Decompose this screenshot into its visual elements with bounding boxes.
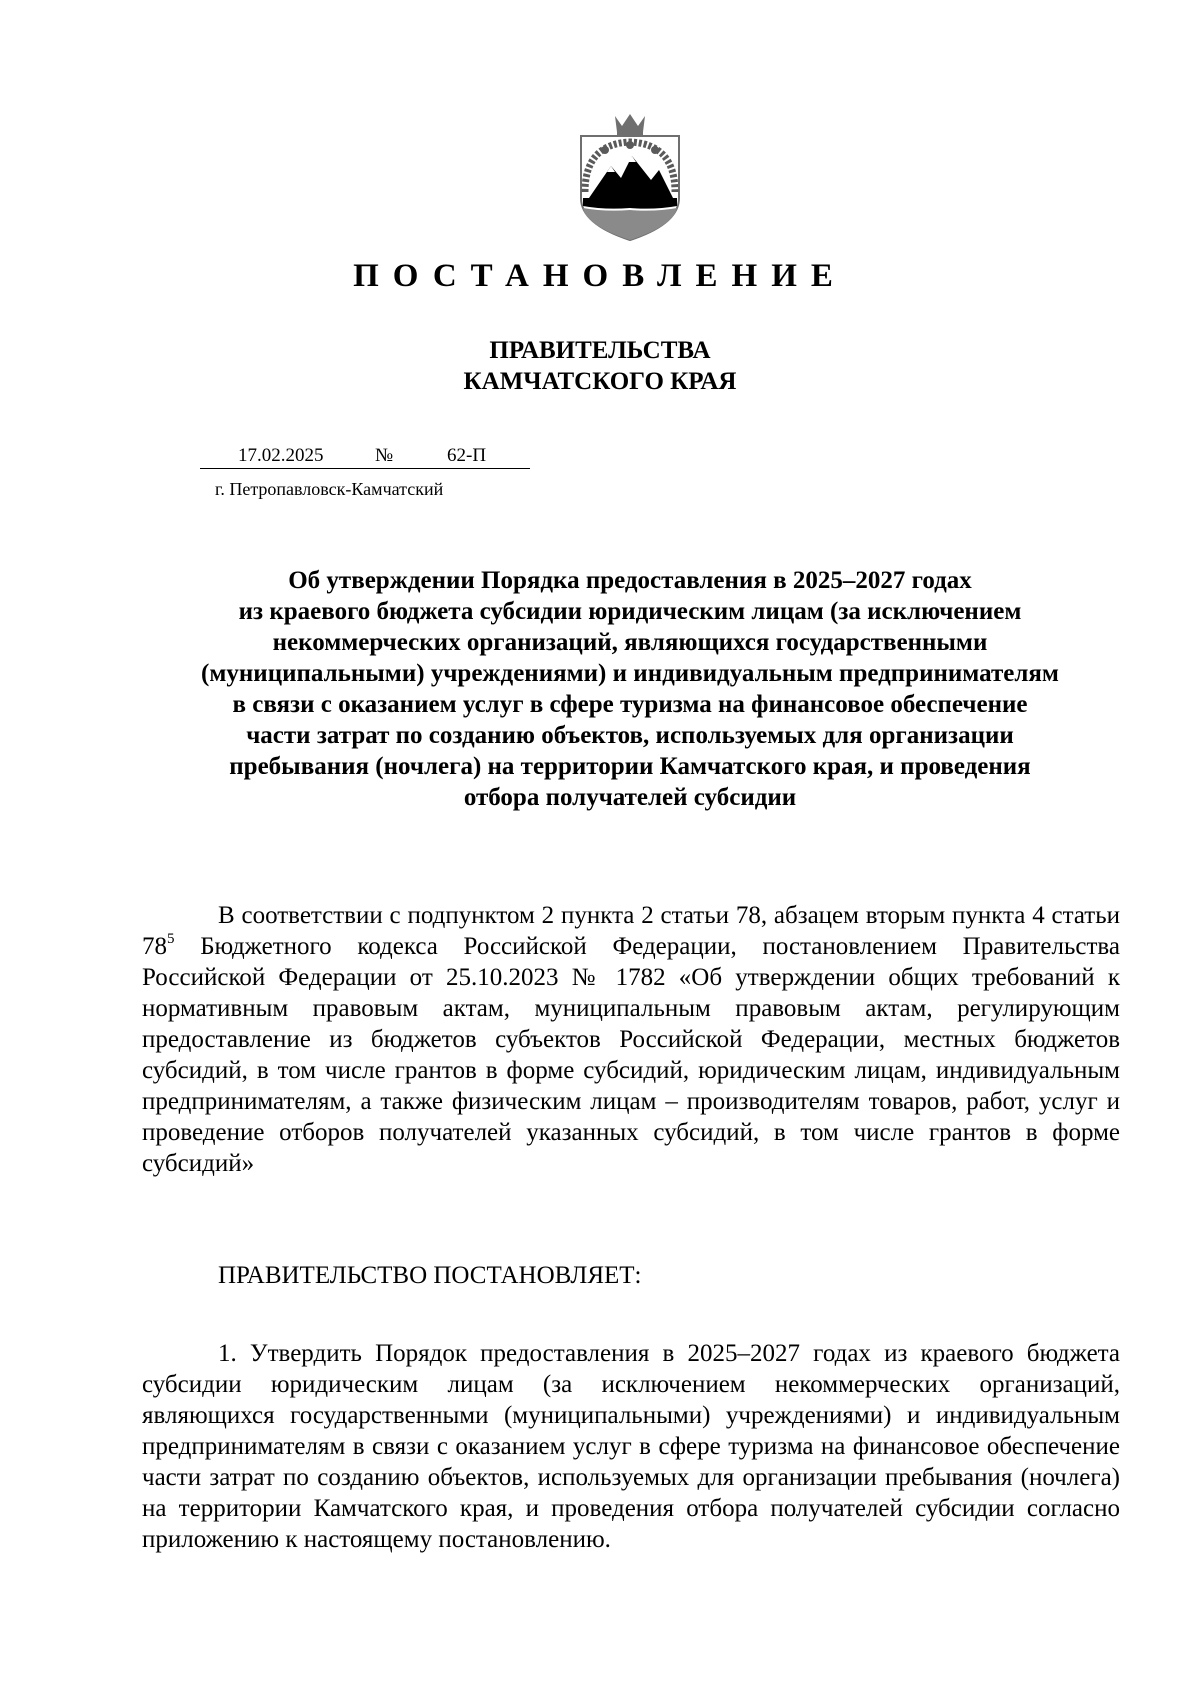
title-line: Об утверждении Порядка предоставления в 2025–2027 годах xyxy=(288,567,972,594)
title-line: некоммерческих организаций, являющихся государственными xyxy=(272,629,988,656)
issuer-line: КАМЧАТСКОГО КРАЯ xyxy=(463,368,737,395)
preamble-paragraph xyxy=(142,900,1120,1179)
registration-number: 62-П xyxy=(447,445,487,466)
superscript: 5 xyxy=(167,930,175,947)
decree-statement: ПРАВИТЕЛЬСТВО ПОСТАНОВЛЯЕТ: xyxy=(218,1262,642,1289)
kamchatka-coat-of-arms-icon xyxy=(575,112,685,244)
preamble-text: Бюджетного кодекса Российской Федерации, постановлением Правительства Российской Федерации от 25.10.2023 № 1782 «Об утверждении общих требований к нормативным правовым актам, муниципальным правовым актам, регулирующим предоставление из бюджетов субъектов Российской Федерации, местных бюджетов субсидий, в том числе грантов в форме субсидий, юридическим лицам, индивидуальным предпринимателям, а также физическим лицам – производителям товаров, работ, услуг и проведение отборов получателей указанных субсидий, в том числе грантов в форме субсидий» xyxy=(142,933,1120,1177)
title-line: (муниципальными) учреждениями) и индивидуальным предпринимателям xyxy=(201,660,1059,687)
number-sign: № xyxy=(375,445,394,466)
preamble-text: В соответствии с подпунктом 2 пункта 2 статьи 78, абзацем вторым пункта 4 статьи 78 xyxy=(142,902,1120,960)
title-line: пребывания (ночлега) на территории Камчатского края, и проведения xyxy=(229,753,1031,780)
issuer-heading xyxy=(0,335,1200,397)
clause-paragraph: 1. Утвердить Порядок предоставления в 2025–2027 годах из краевого бюджета субсидии юридическим лицам (за исключением некоммерческих организаций, являющихся государственными (муниципальными) учреждениями) и индивидуальным предпринимателям в связи с оказанием услуг в сфере туризма на финансовое обеспечение части затрат по созданию объектов, используемых для организации пребывания (ночлега) на территории Камчатского края, и проведения отбора получателей субсидии согласно приложению к настоящему постановлению. xyxy=(142,1340,1120,1553)
issuer-line: ПРАВИТЕЛЬСТВА xyxy=(489,337,711,364)
document-type-heading: ПОСТАНОВЛЕНИЕ xyxy=(353,258,847,294)
registration-date: 17.02.2025 xyxy=(238,445,324,466)
city-name: г. Петропавловск-Камчатский xyxy=(215,479,444,499)
registration-line xyxy=(200,446,530,469)
title-line: отбора получателей субсидии xyxy=(463,784,797,811)
title-line: части затрат по созданию объектов, используемых для организации xyxy=(246,722,1014,749)
title-line: из краевого бюджета субсидии юридическим лицам (за исключением xyxy=(238,598,1022,625)
document-title xyxy=(140,565,1120,813)
title-line: в связи с оказанием услуг в сфере туризма на финансовое обеспечение xyxy=(232,691,1028,718)
